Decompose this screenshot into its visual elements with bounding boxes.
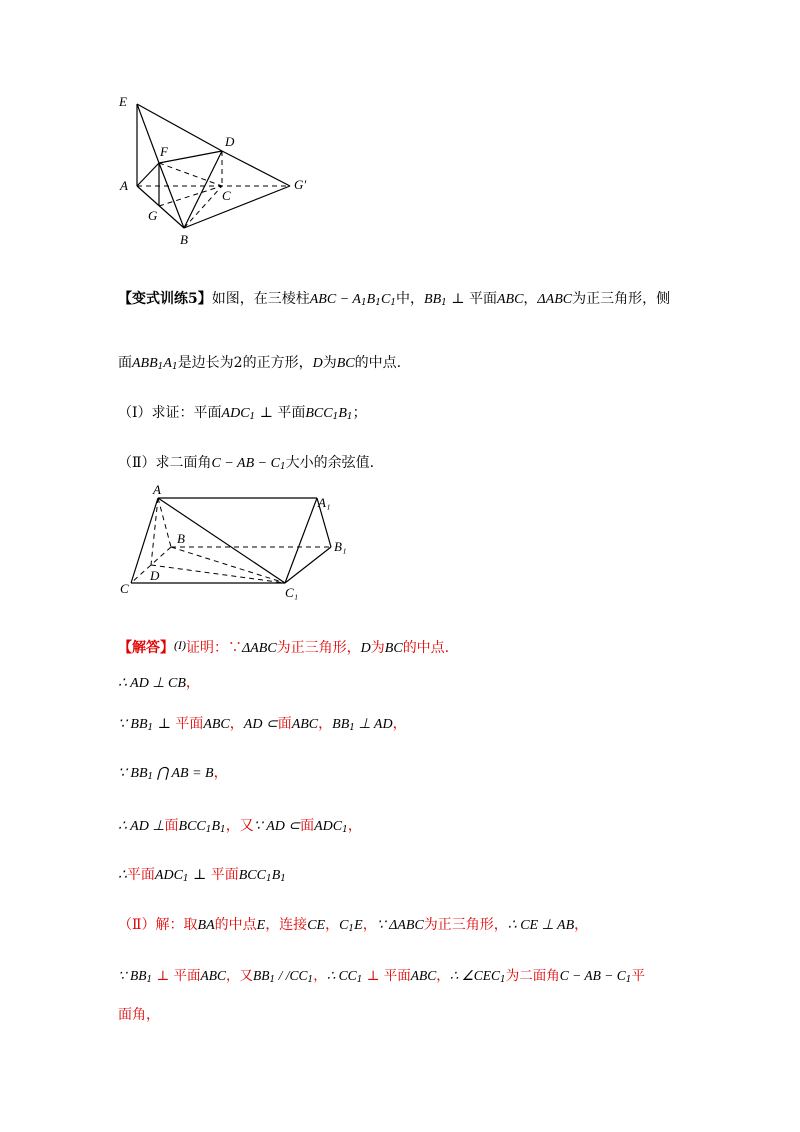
math: ∴ CC: [326, 968, 357, 983]
text: ，: [325, 917, 340, 933]
math: ADC: [154, 868, 183, 883]
math: ABC − A: [309, 292, 361, 307]
text: 的中点: [214, 917, 257, 933]
math: ∵ BB: [118, 717, 148, 732]
text: ，又: [225, 968, 253, 984]
subscript: 1: [356, 975, 363, 985]
math: BB: [252, 968, 270, 983]
solution-line-9: [118, 1004, 160, 1024]
math: ∴ AD ⊥ CB: [118, 676, 186, 691]
text: 平面: [210, 867, 239, 883]
subscript: 1: [171, 362, 178, 372]
subscript: 1: [375, 298, 381, 308]
solution-tag: 【解答】: [118, 640, 174, 656]
label-B: B: [177, 531, 185, 546]
text: 平面: [126, 867, 155, 883]
subscript: 1: [332, 412, 339, 422]
figure-1-tetrahedron: [110, 88, 330, 253]
problem-line-1: [118, 288, 670, 308]
text: ，: [185, 675, 200, 691]
text: ，: [347, 818, 362, 834]
text: （Ⅱ）解：取: [118, 917, 198, 933]
math: BCC: [238, 868, 266, 883]
math: C − AB − C: [211, 456, 280, 471]
text: 面: [300, 818, 315, 834]
text: 为正三角形，: [423, 917, 508, 933]
text: ，: [362, 917, 377, 933]
text: 为: [370, 640, 385, 656]
solution-line-7: [118, 914, 588, 934]
math: ΔABC: [242, 641, 277, 656]
question-2: [118, 452, 374, 472]
subscript: 1: [348, 924, 355, 934]
solution-line-4: [118, 762, 228, 782]
math: E: [354, 918, 363, 933]
subscript: 1: [360, 298, 367, 308]
math: D: [312, 356, 323, 371]
math: ABC: [203, 717, 230, 732]
math: ∵ ΔABC: [376, 918, 424, 933]
math: ∴ AD ⊥: [118, 819, 165, 834]
math: ∴ ∠CEC: [449, 968, 501, 983]
subscript: 1: [147, 723, 154, 733]
text: 是边长为2的正方形，: [177, 355, 313, 371]
subscript: 1: [500, 975, 506, 985]
subscript: 1: [342, 825, 348, 835]
text: 为: [322, 355, 337, 371]
text: 为正三角形，: [276, 640, 361, 656]
label-A: A: [120, 178, 128, 193]
math: BCC: [305, 406, 333, 421]
subscript: 1: [205, 825, 212, 835]
subscript: 1: [265, 874, 272, 884]
text: 为二面角: [505, 968, 560, 984]
subscript: 1: [307, 975, 314, 985]
text: ，又: [225, 818, 254, 834]
text: 的中点.: [402, 640, 450, 656]
math: ⋂ AB = B: [153, 766, 214, 781]
text: ，: [436, 968, 450, 984]
subscript: 1: [269, 975, 276, 985]
text: 为正三角形，侧: [572, 291, 671, 307]
problem-line-2: [118, 352, 401, 372]
math: BC: [384, 641, 403, 656]
math: ABC: [200, 968, 226, 983]
math: C: [380, 292, 391, 307]
math: ABC: [291, 717, 319, 732]
solution-line-6: [118, 864, 286, 884]
label-D: D: [150, 568, 160, 583]
label-B: B: [180, 232, 188, 247]
label-G: G: [148, 208, 158, 223]
text: ，: [213, 765, 228, 781]
solution-line-3: [118, 713, 407, 733]
math: ∵ AD ⊂: [253, 819, 301, 834]
subscript: 1: [390, 298, 397, 308]
text: ⊥ 平面: [255, 405, 306, 421]
label-G-prime: G′: [294, 177, 307, 192]
math: / /CC: [275, 968, 308, 983]
text: （Ⅰ）求证：平面: [118, 405, 222, 421]
math: ∴ CE ⊥ AB: [507, 918, 575, 933]
label-C: C: [222, 188, 231, 203]
math: ABB: [132, 356, 158, 371]
math: B: [338, 406, 347, 421]
text: ⊥ 平面: [152, 968, 201, 984]
math: CE: [307, 918, 326, 933]
text: 面角，: [118, 1007, 160, 1023]
math: ∵ BB: [118, 968, 147, 983]
subscript: 1: [280, 874, 286, 884]
text: 平面: [175, 716, 204, 732]
text: ⊥: [188, 867, 211, 883]
math: A: [163, 356, 172, 371]
figure-2-prism: [115, 482, 360, 600]
math: BCC: [178, 819, 206, 834]
math: C: [339, 918, 349, 933]
text: ，: [523, 291, 538, 307]
math: ∵ BB: [118, 766, 148, 781]
text: ⊥: [153, 716, 176, 732]
label-D: D: [225, 134, 235, 149]
text: ，: [229, 716, 244, 732]
label-A1: A₁: [318, 495, 331, 510]
math: D: [360, 641, 371, 656]
math: ∴: [118, 868, 127, 883]
text: ，: [313, 968, 327, 984]
text: 面: [118, 355, 132, 371]
subscript: 1: [220, 825, 226, 835]
subscript: 1: [157, 362, 164, 372]
math: B: [366, 292, 376, 307]
math: ABC: [410, 968, 437, 983]
question-1: [118, 402, 367, 422]
math: BB: [332, 717, 350, 732]
label-A: A: [153, 482, 161, 497]
problem-tag: 【变式训练5】: [118, 291, 212, 307]
solution-line-5: [118, 815, 362, 835]
label-C1: C₁: [285, 585, 299, 600]
subscript: 1: [349, 723, 355, 733]
text: ，: [392, 716, 407, 732]
text: ⊥ 平面: [446, 291, 497, 307]
label-E: E: [119, 94, 127, 109]
subscript: 1: [279, 462, 286, 472]
math: ADC: [221, 406, 250, 421]
math: ABC: [496, 292, 524, 307]
subscript: 1: [441, 298, 447, 308]
math: BC: [336, 356, 355, 371]
text: 面: [277, 716, 292, 732]
label-B1: B₁: [334, 539, 347, 554]
solution-line-1: [118, 637, 449, 657]
math: ⊥ AD: [354, 717, 393, 732]
math: E: [256, 918, 266, 933]
math: B: [211, 819, 221, 834]
math: B: [271, 868, 281, 883]
solution-line-8: [118, 964, 645, 985]
text: ；: [352, 405, 367, 421]
text: 大小的余弦值.: [285, 455, 375, 471]
text: 的中点.: [354, 355, 402, 371]
solution-line-2: [118, 672, 200, 692]
math: BA: [197, 918, 215, 933]
subscript: 1: [346, 412, 353, 422]
text: （Ⅱ）求二面角: [118, 455, 212, 471]
subscript: 1: [625, 975, 632, 985]
math: (I): [174, 638, 186, 652]
math: ADC: [314, 819, 343, 834]
text: 证明：∵: [186, 640, 242, 656]
text: ，: [318, 716, 333, 732]
text: ，: [574, 917, 589, 933]
subscript: 1: [146, 975, 153, 985]
math: BB: [424, 292, 442, 307]
label-F: F: [160, 144, 168, 159]
text: 如图，在三棱柱: [211, 291, 310, 307]
subscript: 1: [249, 412, 256, 422]
text: 中，: [396, 291, 425, 307]
math: AD ⊂: [243, 717, 278, 732]
label-C: C: [120, 581, 129, 596]
subscript: 1: [147, 772, 154, 782]
math: C − AB − C: [559, 968, 626, 983]
subscript: 1: [182, 874, 189, 884]
math: ΔABC: [537, 292, 573, 307]
text: ⊥ 平面: [362, 968, 411, 984]
text: 面: [164, 818, 179, 834]
text: ，连接: [265, 917, 308, 933]
text: 平: [631, 968, 645, 984]
